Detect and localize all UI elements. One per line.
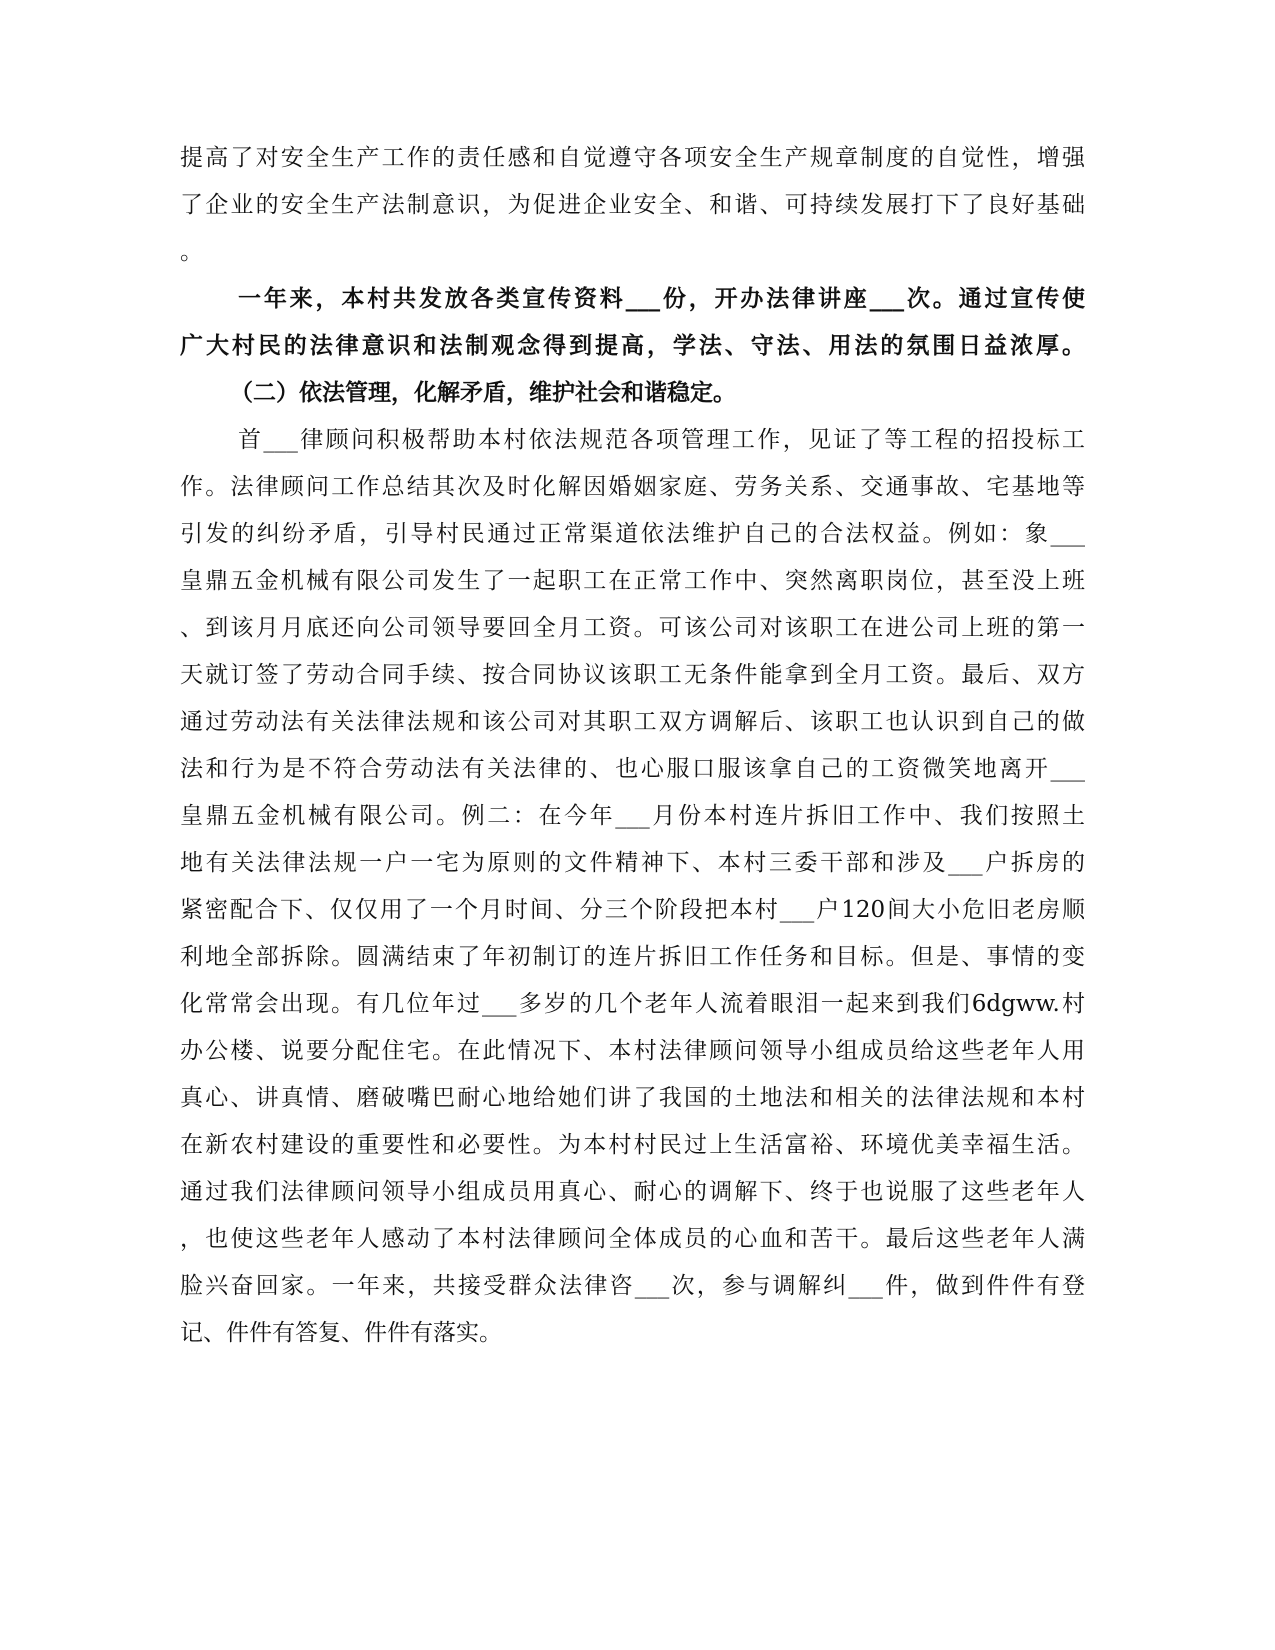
paragraph-line: 利地全部拆除。圆满结束了年初制订的连片拆旧工作任务和目标。但是、事情的变 xyxy=(180,944,1085,970)
paragraph-line: 真心、讲真情、磨破嘴巴耐心地给她们讲了我国的土地法和相关的法律法规和本村 xyxy=(180,1085,1085,1111)
bold-paragraph-line: 广大村民的法律意识和法制观念得到提高，学法、守法、用法的氛围日益浓厚。 xyxy=(180,332,1085,359)
paragraph-line: 天就订签了劳动合同手续、按合同协议该职工无条件能拿到全月工资。最后、双方 xyxy=(180,662,1085,688)
paragraph-line: 通过劳动法有关法律法规和该公司对其职工双方调解后、该职工也认识到自己的做 xyxy=(180,709,1085,735)
paragraph-line: 在新农村建设的重要性和必要性。为本村村民过上生活富裕、环境优美幸福生活。 xyxy=(180,1132,1085,1158)
paragraph-line: 法和行为是不符合劳动法有关法律的、也心服口服该拿自己的工资微笑地离开___ xyxy=(180,756,1085,782)
paragraph-line: 了企业的安全生产法制意识，为促进企业安全、和谐、可持续发展打下了良好基础 xyxy=(180,192,1085,218)
paragraph-line: 紧密配合下、仅仅用了一个月时间、分三个阶段把本村___户120间大小危旧老房顺 xyxy=(180,897,1085,923)
section-heading: （二）依法管理，化解矛盾，维护社会和谐稳定。 xyxy=(230,379,736,406)
paragraph-line: 作。法律顾问工作总结其次及时化解因婚姻家庭、劳务关系、交通事故、宅基地等 xyxy=(180,474,1085,500)
paragraph-line: 皇鼎五金机械有限公司发生了一起职工在正常工作中、突然离职岗位，甚至没上班 xyxy=(180,568,1085,594)
paragraph-line: 地有关法律法规一户一宅为原则的文件精神下、本村三委干部和涉及___户拆房的 xyxy=(180,850,1085,876)
paragraph-line: 、到该月月底还向公司领导要回全月工资。可该公司对该职工在进公司上班的第一 xyxy=(180,615,1085,641)
paragraph-line: 脸兴奋回家。一年来，共接受群众法律咨___次，参与调解纠___件，做到件件有登 xyxy=(180,1273,1085,1299)
paragraph-line: 首___律顾问积极帮助本村依法规范各项管理工作，见证了等工程的招投标工 xyxy=(238,427,1085,453)
paragraph-line: 办公楼、说要分配住宅。在此情况下、本村法律顾问领导小组成员给这些老年人用 xyxy=(180,1038,1085,1064)
paragraph-line: 提高了对安全生产工作的责任感和自觉遵守各项安全生产规章制度的自觉性，增强 xyxy=(180,145,1085,171)
document-page xyxy=(180,0,1085,1650)
paragraph-line: 引发的纠纷矛盾，引导村民通过正常渠道依法维护自己的合法权益。例如：象___ xyxy=(180,521,1085,547)
paragraph-line: 。 xyxy=(180,239,203,265)
bold-paragraph-line: 一年来，本村共发放各类宣传资料___份，开办法律讲座___次。通过宣传使 xyxy=(238,285,1085,312)
paragraph-line: 通过我们法律顾问领导小组成员用真心、耐心的调解下、终于也说服了这些老年人 xyxy=(180,1179,1085,1205)
paragraph-line: 化常常会出现。有几位年过___多岁的几个老年人流着眼泪一起来到我们6dgww.村 xyxy=(180,991,1085,1017)
paragraph-line: 记、件件有答复、件件有落实。 xyxy=(180,1320,502,1346)
paragraph-line: ，也使这些老年人感动了本村法律顾问全体成员的心血和苦干。最后这些老年人满 xyxy=(180,1226,1085,1252)
paragraph-line: 皇鼎五金机械有限公司。例二：在今年___月份本村连片拆旧工作中、我们按照土 xyxy=(180,803,1085,829)
